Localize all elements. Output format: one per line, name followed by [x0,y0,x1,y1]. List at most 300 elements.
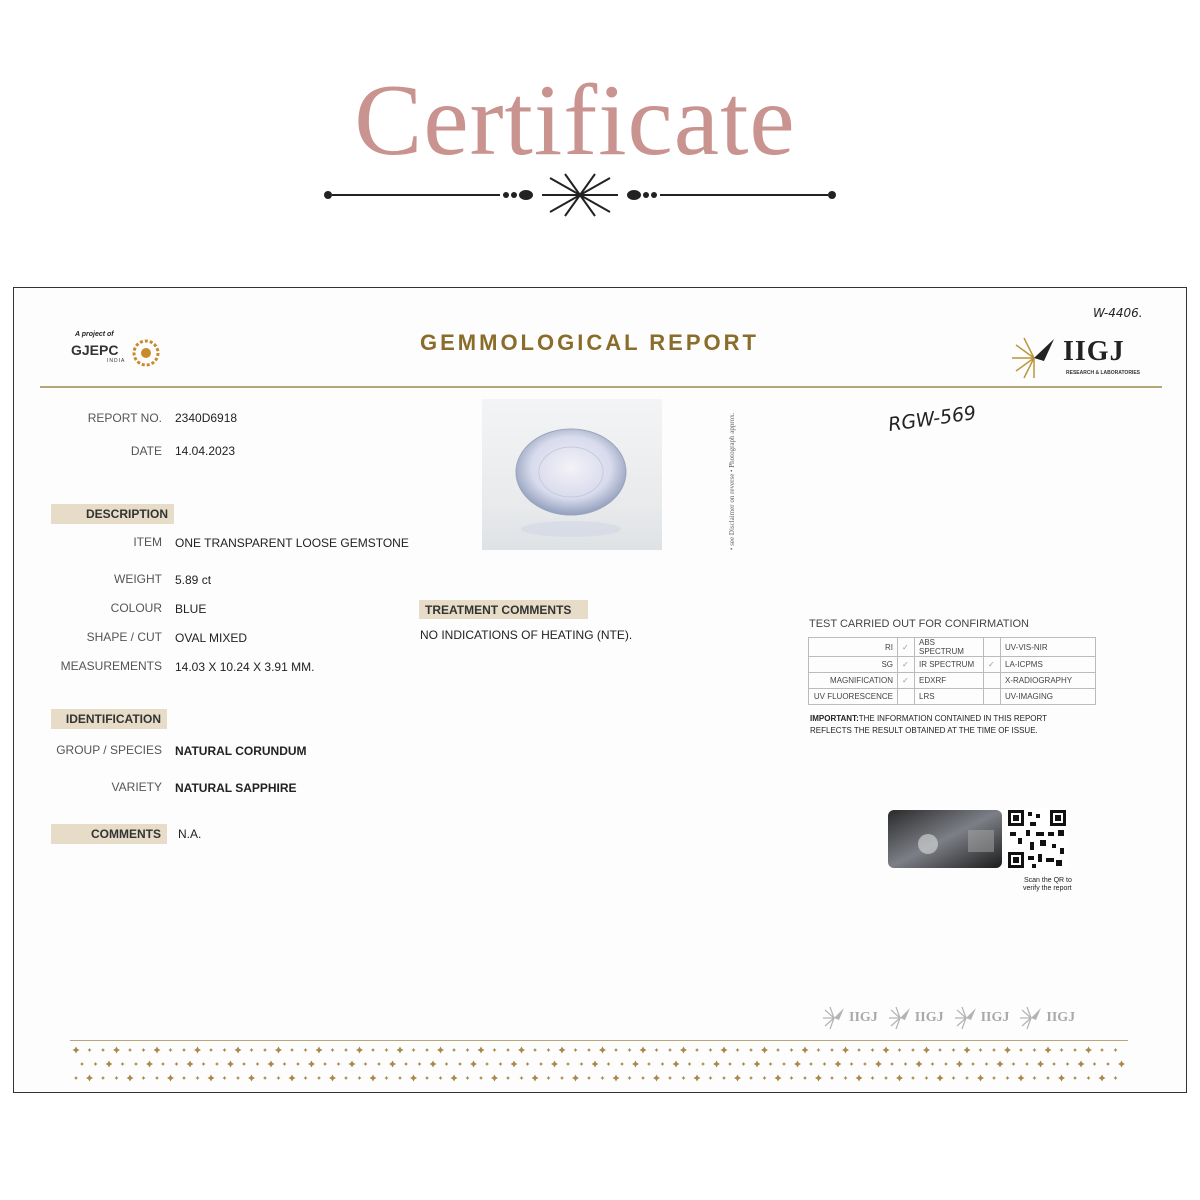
star-ornament [871,1076,875,1080]
star-ornament [736,1048,740,1052]
star-ornament [997,1061,1004,1068]
star-ornament [398,1076,402,1080]
star-ornament [80,1062,84,1066]
decorative-star-border [72,1044,1132,1084]
handwritten-corner-note: W-4406. [1093,306,1143,320]
star-ornament [167,1075,174,1082]
iigj-burst-icon [1010,335,1058,381]
star-ornament [790,1076,794,1080]
iigj-watermark-logo [822,1004,878,1032]
star-ornament [410,1075,417,1082]
star-ornament [493,1048,497,1052]
star-ornament [268,1061,275,1068]
star-ornament [695,1048,699,1052]
star-ornament [404,1062,408,1066]
qr-caption-2: verify the report [1023,885,1072,892]
star-ornament [938,1048,942,1052]
star-ornament [668,1076,672,1080]
star-ornament [701,1062,705,1066]
star-ornament [944,1062,948,1066]
star-ornament [1012,1062,1016,1066]
star-ornament [742,1062,746,1066]
star-ornament [169,1048,173,1052]
star-ornament [364,1062,368,1066]
star-ornament [242,1062,246,1066]
star-ornament [682,1076,686,1080]
tests-row [809,673,1096,689]
star-ornament [439,1076,443,1080]
star-ornament [397,1047,404,1054]
star-ornament [1085,1047,1092,1054]
star-ornament [884,1076,888,1080]
star-ornament [1033,1076,1037,1080]
star-ornament [329,1075,336,1082]
iigj-watermark-text: IIGJ [849,1010,878,1025]
shape-value: OVAL MIXED [175,631,248,645]
star-ornament [223,1048,227,1052]
check-icon: ✓ [898,638,915,657]
star-ornament [437,1047,444,1054]
star-ornament [1025,1062,1029,1066]
test-name: UV FLUORESCENCE [809,689,898,705]
star-ornament [344,1048,348,1052]
report-no-label: REPORT NO. [87,411,162,425]
star-ornament [127,1075,134,1082]
star-ornament [728,1062,732,1066]
gjepc-india: INDIA [107,358,126,364]
star-ornament [194,1047,201,1054]
star-ornament [1037,1061,1044,1068]
star-ornament [308,1061,315,1068]
treatment-value: NO INDICATIONS OF HEATING (NTE). [420,628,633,642]
star-ornament [296,1062,300,1066]
star-ornament [587,1048,591,1052]
star-ornament [620,1062,624,1066]
test-name: ABS SPECTRUM [915,638,984,657]
star-ornament [661,1062,665,1066]
star-ornament [952,1076,956,1080]
star-ornament [1087,1076,1091,1080]
star-ornament [385,1048,389,1052]
star-ornament [187,1061,194,1068]
star-ornament [937,1075,944,1082]
star-ornament [337,1062,341,1066]
header-rule [40,386,1162,388]
star-ornament [371,1048,375,1052]
star-ornament [815,1075,822,1082]
star-ornament [215,1062,219,1066]
weight-label: WEIGHT [114,572,162,586]
footer-rule [70,1040,1128,1041]
measurements-value: 14.03 X 10.24 X 3.91 MM. [175,660,315,674]
star-ornament [835,1061,842,1068]
star-ornament [647,1062,651,1066]
star-ornament [883,1047,890,1054]
star-ornament [599,1047,606,1054]
star-ornament [547,1048,551,1052]
star-ornament [769,1062,773,1066]
item-value: ONE TRANSPARENT LOOSE GEMSTONE [175,536,409,550]
check-icon [898,689,915,705]
star-ornament [1004,1047,1011,1054]
star-ornament [115,1076,119,1080]
star-ornament [890,1062,894,1066]
star-ornament [418,1062,422,1066]
star-ornament [775,1075,782,1082]
star-ornament [1114,1048,1118,1052]
star-ornament [823,1062,827,1066]
star-ornament [86,1075,93,1082]
star-ornament [73,1047,80,1054]
star-ornament [688,1062,692,1066]
star-ornament [113,1047,120,1054]
star-ornament [574,1048,578,1052]
star-ornament [154,1047,161,1054]
star-ornament [587,1076,591,1080]
star-ornament [1093,1062,1097,1066]
star-ornament [1060,1048,1064,1052]
star-ornament [134,1062,138,1066]
star-ornament [101,1076,105,1080]
measurements-label: MEASUREMENTS [60,659,162,673]
tests-table [808,637,1096,705]
star-ornament [88,1048,92,1052]
iigj-burst-icon [822,1006,846,1030]
star-ornament [560,1076,564,1080]
gjepc-emblem-icon [131,338,161,368]
iigj-burst-icon [888,1006,912,1030]
star-ornament [485,1062,489,1066]
star-ornament [155,1076,159,1080]
star-ornament [977,1075,984,1082]
star-ornament [668,1048,672,1052]
star-ornament [1106,1062,1110,1066]
star-ornament [452,1048,456,1052]
star-ornament [761,1047,768,1054]
iigj-watermark-logo [954,1004,1010,1032]
star-ornament [356,1047,363,1054]
description-heading: DESCRIPTION [51,504,174,524]
handwritten-code: RGW-569 [886,401,978,437]
star-ornament [202,1062,206,1066]
star-ornament [956,1061,963,1068]
comments-heading: COMMENTS [51,824,167,844]
test-name: RI [809,638,898,657]
star-ornament [520,1076,524,1080]
gemstone-photo [482,399,662,550]
tests-row [809,638,1096,657]
star-ornament [857,1048,861,1052]
hologram-seal [888,810,1002,868]
check-icon: ✓ [898,673,915,689]
star-ornament [979,1048,983,1052]
star-ornament [1118,1061,1125,1068]
star-ornament [479,1076,483,1080]
star-ornament [451,1075,458,1082]
star-ornament [506,1076,510,1080]
star-ornament [580,1062,584,1066]
star-ornament [499,1062,503,1066]
star-ornament [923,1047,930,1054]
star-ornament [607,1062,611,1066]
star-ornament [952,1048,956,1052]
iigj-logo-text: IIGJ [1063,336,1125,367]
tests-heading: TEST CARRIED OUT FOR CONFIRMATION [809,618,1030,630]
star-ornament [547,1076,551,1080]
ornament-divider [320,170,840,220]
star-ornament [182,1076,186,1080]
test-name: UV-IMAGING [1001,689,1096,705]
star-ornament [655,1048,659,1052]
star-ornament [875,1061,882,1068]
star-ornament [749,1076,753,1080]
star-ornament [323,1062,327,1066]
iigj-subtitle: RESEARCH & LABORATORIES [1066,370,1140,376]
star-ornament [1073,1076,1077,1080]
certificate-title: Certificate [354,64,796,177]
star-ornament [1046,1076,1050,1080]
star-ornament [518,1047,525,1054]
star-ornament [551,1061,558,1068]
group-value: NATURAL CORUNDUM [175,744,307,758]
star-ornament [782,1062,786,1066]
iigj-watermark-logo [1019,1004,1075,1032]
star-ornament [146,1061,153,1068]
star-ornament [559,1047,566,1054]
iigj-watermark-text: IIGJ [1046,1010,1076,1025]
star-ornament [850,1062,854,1066]
star-ornament [430,1061,437,1068]
qr-code-icon[interactable] [1006,808,1068,870]
star-ornament [389,1061,396,1068]
star-ornament [526,1062,530,1066]
star-ornament [1052,1062,1056,1066]
star-ornament [803,1076,807,1080]
star-ornament [275,1047,282,1054]
star-ornament [263,1076,267,1080]
iigj-watermark-text: IIGJ [980,1010,1010,1025]
test-name: X-RADIOGRAPHY [1001,673,1096,689]
date-value: 14.04.2023 [175,444,236,458]
treatment-heading: TREATMENT COMMENTS [419,600,588,619]
test-name: IR SPECTRUM [915,657,984,673]
star-ornament [106,1061,113,1068]
star-ornament [640,1047,647,1054]
star-ornament [94,1062,98,1066]
star-ornament [412,1048,416,1052]
star-ornament [466,1076,470,1080]
tests-row [809,657,1096,673]
iigj-burst-icon [954,1006,978,1030]
star-ornament [121,1062,125,1066]
star-ornament [349,1061,356,1068]
weight-value: 5.89 ct [175,573,212,587]
star-ornament [790,1048,794,1052]
star-ornament [385,1076,389,1080]
star-ornament [898,1048,902,1052]
star-ornament [1073,1048,1077,1052]
star-ornament [256,1062,260,1066]
star-ornament [491,1075,498,1082]
star-ornament [377,1062,381,1066]
star-ornament [572,1075,579,1082]
star-ornament [763,1076,767,1080]
star-ornament [208,1075,215,1082]
photo-disclaimer-note: • see Disclaimer on reverse • Photograph approx. [728,412,736,550]
star-ornament [290,1048,294,1052]
star-ornament [931,1062,935,1066]
star-ornament [1099,1075,1106,1082]
variety-label: VARIETY [111,780,162,794]
test-name: LRS [915,689,984,705]
star-ornament [809,1062,813,1066]
star-ornament [263,1048,267,1052]
star-ornament [235,1047,242,1054]
star-ornament [317,1076,321,1080]
test-name: LA-ICPMS [1001,657,1096,673]
star-ornament [223,1076,227,1080]
star-ornament [592,1061,599,1068]
star-ornament [196,1076,200,1080]
star-ornament [344,1076,348,1080]
star-ornament [673,1061,680,1068]
star-ornament [1006,1076,1010,1080]
item-label: ITEM [133,535,162,549]
star-ornament [817,1048,821,1052]
star-ornament [458,1062,462,1066]
star-ornament [916,1061,923,1068]
star-ornament [713,1061,720,1068]
star-ornament [896,1075,903,1082]
star-ornament [316,1047,323,1054]
star-ornament [74,1076,78,1080]
star-ornament [965,1076,969,1080]
star-ornament [709,1076,713,1080]
important-label: IMPORTANT: [810,714,859,723]
star-ornament [1033,1048,1037,1052]
star-ornament [1100,1048,1104,1052]
star-ornament [844,1076,848,1080]
star-ornament [641,1076,645,1080]
star-ornament [236,1076,240,1080]
star-ornament [830,1076,834,1080]
star-ornament [1045,1047,1052,1054]
star-ornament [506,1048,510,1052]
star-ornament [904,1062,908,1066]
star-ornament [911,1048,915,1052]
star-ornament [142,1048,146,1052]
star-ornament [754,1061,761,1068]
star-ornament [511,1061,518,1068]
test-name: UV-VIS-NIR [1001,638,1096,657]
check-icon [984,673,1001,689]
gjepc-logo-text: GJEPC [71,342,119,358]
star-ornament [289,1075,296,1082]
star-ornament [1066,1062,1070,1066]
colour-value: BLUE [175,602,207,616]
star-ornament [445,1062,449,1066]
star-ornament [470,1061,477,1068]
star-ornament [425,1048,429,1052]
star-ornament [628,1076,632,1080]
star-ornament [992,1076,996,1080]
test-name: SG [809,657,898,673]
check-icon: ✓ [898,657,915,673]
iigj-burst-icon [1019,1006,1043,1030]
star-ornament [248,1075,255,1082]
star-ornament [250,1048,254,1052]
star-ornament [628,1048,632,1052]
group-label: GROUP / SPECIES [56,743,162,757]
tests-row [809,689,1096,705]
identification-heading: IDENTIFICATION [51,709,167,729]
variety-value: NATURAL SAPPHIRE [175,781,297,795]
star-ornament [734,1075,741,1082]
star-ornament [539,1062,543,1066]
test-name: EDXRF [915,673,984,689]
star-ornament [101,1048,105,1052]
star-ornament [871,1048,875,1052]
star-ornament [1078,1061,1085,1068]
star-ornament [985,1062,989,1066]
star-ornament [370,1075,377,1082]
star-ornament [680,1047,687,1054]
date-label: DATE [130,444,162,458]
star-ornament [709,1048,713,1052]
star-ornament [601,1076,605,1080]
star-ornament [1058,1075,1065,1082]
star-ornament [842,1047,849,1054]
important-text: THE INFORMATION CONTAINED IN THIS REPORT REFLECTS THE RESULT OBTAINED AT THE TIME OF ISSUE. [810,714,1047,735]
star-ornament [653,1075,660,1082]
star-ornament [632,1061,639,1068]
star-ornament [856,1075,863,1082]
star-ornament [283,1062,287,1066]
star-ornament [694,1075,701,1082]
star-ornament [209,1048,213,1052]
star-ornament [925,1076,929,1080]
star-ornament [358,1076,362,1080]
star-ornament [128,1048,132,1052]
star-ornament [478,1047,485,1054]
star-ornament [749,1048,753,1052]
star-ornament [566,1062,570,1066]
star-ornament [1018,1075,1025,1082]
qr-caption-1: Scan the QR to [1024,877,1072,884]
star-ornament [533,1048,537,1052]
star-ornament [175,1062,179,1066]
check-icon [984,638,1001,657]
star-ornament [304,1048,308,1052]
shape-label: SHAPE / CUT [86,630,162,644]
star-ornament [721,1047,728,1054]
star-ornament [794,1061,801,1068]
star-ornament [776,1048,780,1052]
star-ornament [830,1048,834,1052]
star-ornament [992,1048,996,1052]
star-ornament [532,1075,539,1082]
iigj-watermark-text: IIGJ [914,1010,944,1025]
star-ornament [466,1048,470,1052]
star-ornament [863,1062,867,1066]
important-note [810,713,1080,737]
star-ornament [911,1076,915,1080]
star-ornament [613,1075,620,1082]
star-ornament [1019,1048,1023,1052]
star-ornament [614,1048,618,1052]
star-ornament [971,1062,975,1066]
report-title: GEMMOLOGICAL REPORT [420,330,759,355]
